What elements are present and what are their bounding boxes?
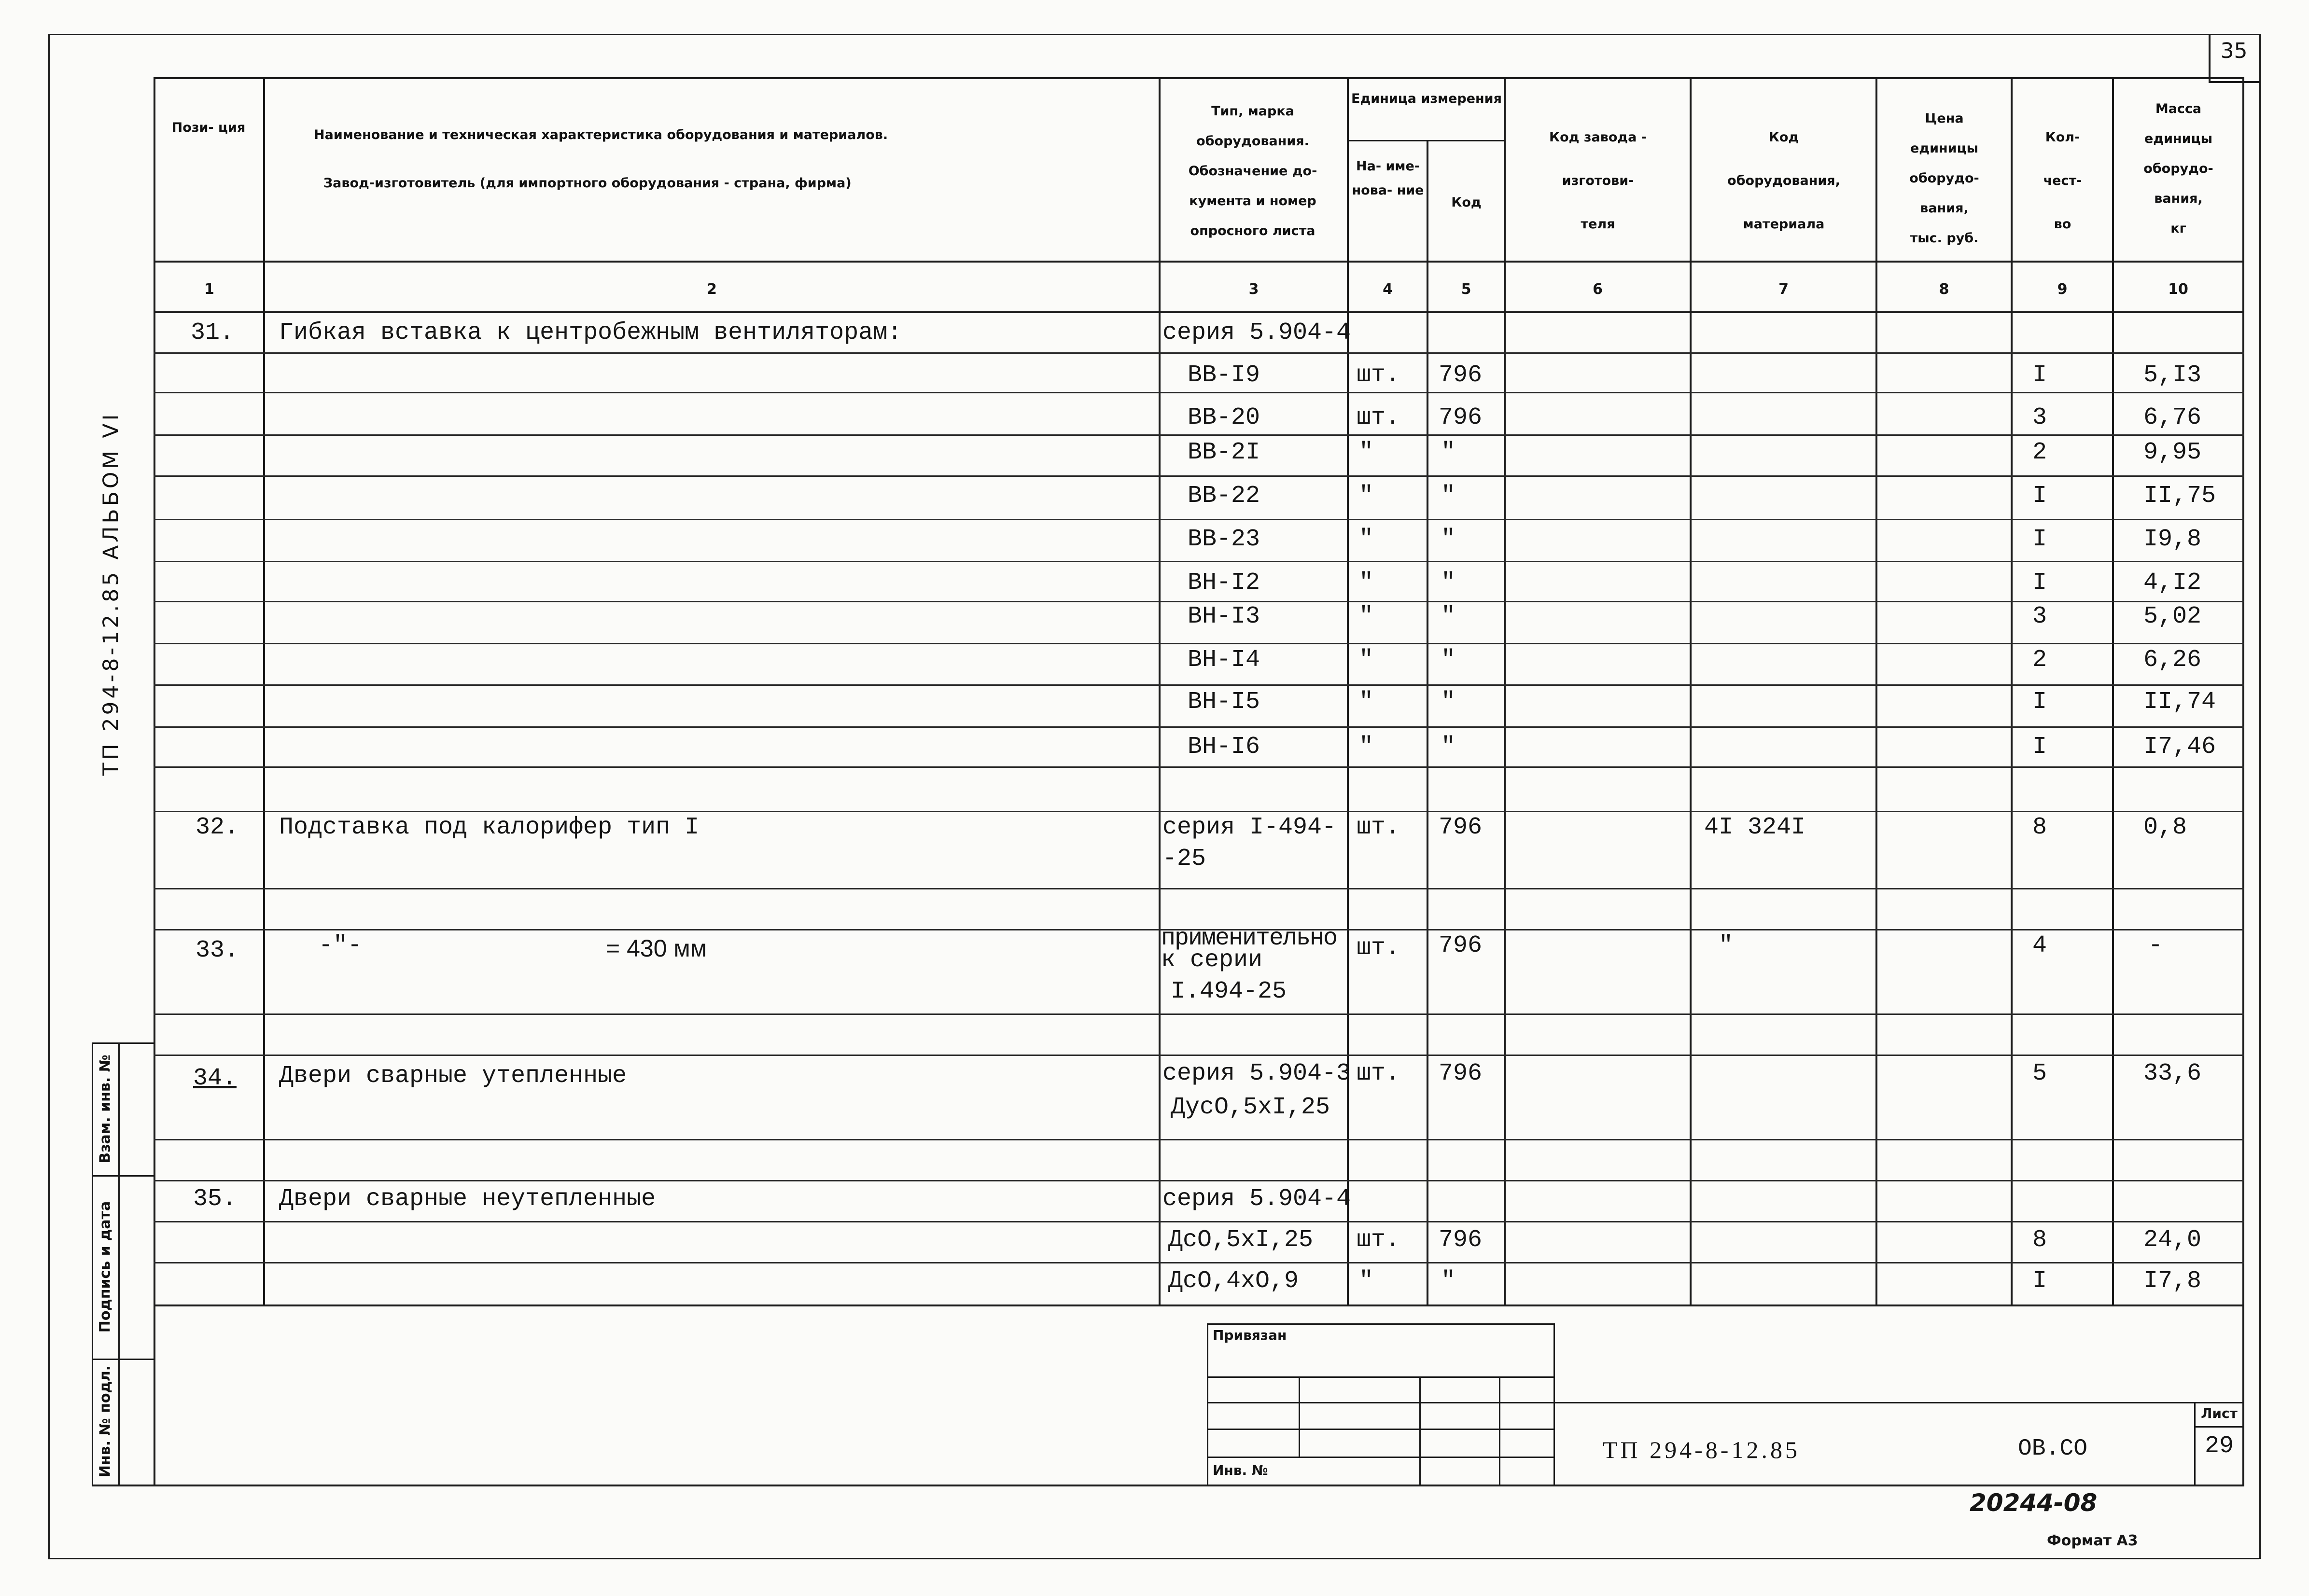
row-unit: " [1359, 688, 1374, 716]
row34-name: Двери сварные утепленные [279, 1062, 627, 1090]
row33-type: применительно [1161, 925, 1337, 952]
row-type: ВН-I4 [1188, 646, 1260, 674]
stamp-sheet-code: ОВ.СО [2018, 1436, 2088, 1462]
page-number-box [2209, 34, 2211, 82]
row-type: ВН-I6 [1188, 733, 1260, 761]
row-mass: 9,95 [2143, 439, 2202, 466]
row-mass: I9,8 [2143, 526, 2202, 553]
row-type: ВН-I5 [1188, 688, 1260, 716]
header-name-line2: Завод-изготовитель (для импортного оборудования - страна, фирма) [323, 176, 852, 191]
album-label: ТП 294-8-12.85 АЛЬБОМ VI [98, 411, 124, 776]
row-unit: " [1359, 603, 1374, 630]
row-qty: 8 [2032, 1226, 2047, 1254]
row34-code: 796 [1439, 1060, 1483, 1087]
row-qty: I [2032, 688, 2047, 716]
outer-right-border [2259, 34, 2261, 1559]
row33-name-extra: = 430 мм [606, 935, 707, 962]
column-number: 6 [1593, 281, 1603, 298]
column-number: 3 [1248, 281, 1259, 298]
row-mass: I7,46 [2143, 733, 2216, 761]
column-number: 1 [204, 281, 214, 298]
row-code: " [1441, 646, 1456, 674]
row34-qty: 5 [2032, 1060, 2047, 1087]
row-mass: II,74 [2143, 688, 2216, 716]
row-unit: " [1359, 439, 1374, 466]
row-mass: 5,02 [2143, 603, 2202, 630]
row-mass: I7,8 [2143, 1267, 2202, 1295]
row-mass: 4,I2 [2143, 569, 2202, 597]
row-unit: шт. [1357, 361, 1400, 389]
header-factory-code: Код завода - изготови- теля [1549, 130, 1647, 232]
stamp-box [1207, 1323, 1554, 1325]
row35-name: Двери сварные неутепленные [279, 1185, 656, 1213]
row-unit: " [1359, 733, 1374, 761]
header-price: Цена единицы оборудо- вания, тыс. руб. [1909, 111, 1979, 246]
row-qty: I [2032, 733, 2047, 761]
column-number: 7 [1778, 281, 1789, 298]
row-type: ВВ-22 [1188, 482, 1260, 510]
stamp-inv-no: Инв. № [1213, 1462, 1268, 1478]
row-qty: 2 [2032, 646, 2047, 674]
row-type: ДсО,5хI,25 [1168, 1226, 1314, 1254]
stamp-doc-code: ТП 294-8-12.85 [1603, 1436, 1800, 1463]
row34-type-line2: ДусО,5хI,25 [1171, 1094, 1330, 1121]
column-number: 10 [2168, 281, 2188, 298]
header-quantity: Кол- чест- во [2043, 130, 2082, 232]
row-code: 796 [1439, 361, 1483, 389]
main-bottom-border [92, 1485, 2244, 1486]
row32-code: 796 [1439, 814, 1483, 841]
stamp-privyazan: Привязан [1213, 1327, 1287, 1343]
row-qty: I [2032, 482, 2047, 510]
row33-mass: - [2148, 932, 2163, 959]
row33-unit: шт. [1357, 934, 1400, 962]
row33-name: -"- [319, 932, 363, 959]
outer-bottom-border [48, 1558, 2259, 1559]
row-qty: I [2032, 1267, 2047, 1295]
row-type: ВВ-20 [1188, 404, 1260, 431]
row35-type: серия 5.904-4 [1162, 1185, 1351, 1213]
side-label-vzam: Взам. инв. № [97, 1055, 114, 1164]
row33-position: 33. [196, 937, 239, 964]
row-unit: " [1359, 569, 1374, 597]
row-type: ВН-I3 [1188, 603, 1260, 630]
main-top-border [154, 77, 2244, 79]
row-code: " [1441, 733, 1456, 761]
column-number: 9 [2057, 281, 2068, 298]
row-qty: I [2032, 569, 2047, 597]
row-qty: 2 [2032, 439, 2047, 466]
row34-unit: шт. [1357, 1060, 1400, 1087]
row-type: ДсО,4хО,9 [1168, 1267, 1299, 1295]
header-position: Пози- ция [171, 120, 246, 135]
row-code: " [1441, 603, 1456, 630]
main-right-border [2242, 77, 2244, 1486]
row-code: " [1441, 526, 1456, 553]
row-unit: " [1359, 646, 1374, 674]
row33-qty: 4 [2032, 932, 2047, 959]
row-mass: 6,26 [2143, 646, 2202, 674]
row34-type: серия 5.904-3 [1162, 1060, 1351, 1087]
row-mass: 6,76 [2143, 404, 2202, 431]
format-label: Формат А3 [2047, 1532, 2138, 1549]
row-code: " [1441, 569, 1456, 597]
header-unit-code: Код [1451, 195, 1482, 210]
row-code: " [1441, 688, 1456, 716]
row32-unit: шт. [1357, 814, 1400, 841]
row-qty: I [2032, 361, 2047, 389]
row-qty: I [2032, 526, 2047, 553]
column-number: 8 [1939, 281, 1949, 298]
outer-left-border [48, 34, 50, 1559]
outer-top-border [48, 34, 2259, 35]
header-equipment-code: Код оборудования, материала [1727, 130, 1840, 232]
row31-type: серия 5.904-4 [1162, 319, 1351, 347]
side-stamp [92, 1042, 93, 1486]
row33-code: 796 [1439, 932, 1483, 959]
row-unit: " [1359, 526, 1374, 553]
column-number: 5 [1461, 281, 1471, 298]
page-number: 35 [2220, 39, 2248, 63]
row-code: 796 [1439, 404, 1483, 431]
row-unit: шт. [1357, 404, 1400, 431]
row-unit: " [1359, 482, 1374, 510]
row-code: " [1441, 1267, 1456, 1295]
row35-position: 35. [193, 1185, 237, 1213]
row-type: ВН-I2 [1188, 569, 1260, 597]
row32-mass: 0,8 [2143, 814, 2187, 841]
row34-mass: 33,6 [2143, 1060, 2202, 1087]
column-number: 2 [707, 281, 717, 298]
row-unit: шт. [1357, 1226, 1400, 1254]
row32-type-cont: -25 [1162, 845, 1206, 873]
row32-name: Подставка под калорифер тип I [279, 814, 700, 841]
side-label-podpis: Подпись и дата [97, 1201, 114, 1333]
row-mass: 5,I3 [2143, 361, 2202, 389]
row-type: ВВ-23 [1188, 526, 1260, 553]
stamp-sheet-label: Лист [2201, 1405, 2238, 1421]
row-code: 796 [1439, 1226, 1483, 1254]
row32-position: 32. [196, 814, 239, 841]
archive-number: 20244-08 [1970, 1489, 2098, 1517]
row33-equipment-code: " [1719, 932, 1734, 959]
header-unit-group: Единица измерения [1351, 91, 1502, 106]
header-unit-name: На- име- нова- ние [1352, 159, 1424, 198]
row-unit: " [1359, 1267, 1374, 1295]
stamp-sheet-number: 29 [2204, 1432, 2234, 1460]
row-mass: 24,0 [2143, 1226, 2202, 1254]
row-qty: 3 [2032, 404, 2047, 431]
header-mass: Масса единицы оборудо- вания, кг [2143, 101, 2213, 236]
row32-type: серия I-494- [1162, 814, 1337, 841]
row32-equipment-code: 4I 324I [1704, 814, 1806, 841]
row33-type-line2: к серии [1161, 946, 1263, 974]
row32-qty: 8 [2032, 814, 2047, 841]
side-label-inv-podl: Инв. № подл. [97, 1365, 114, 1478]
row-qty: 3 [2032, 603, 2047, 630]
header-name-line1: Наименование и техническая характеристика оборудования и материалов. [314, 127, 888, 142]
column-number: 4 [1383, 281, 1393, 298]
header-type: Тип, марка оборудования. Обозначение до- кумента и номер опросного листа [1188, 104, 1317, 238]
row31-position: 31. [191, 319, 235, 347]
row-type: ВВ-I9 [1188, 361, 1260, 389]
row-code: " [1441, 482, 1456, 510]
row-code: " [1441, 439, 1456, 466]
row33-type-line3: I.494-25 [1171, 978, 1287, 1005]
row34-position: 34. [193, 1065, 237, 1092]
row31-name: Гибкая вставка к центробежным вентиляторам: [279, 319, 902, 347]
row-type: ВВ-2I [1188, 439, 1260, 466]
row-mass: II,75 [2143, 482, 2216, 510]
